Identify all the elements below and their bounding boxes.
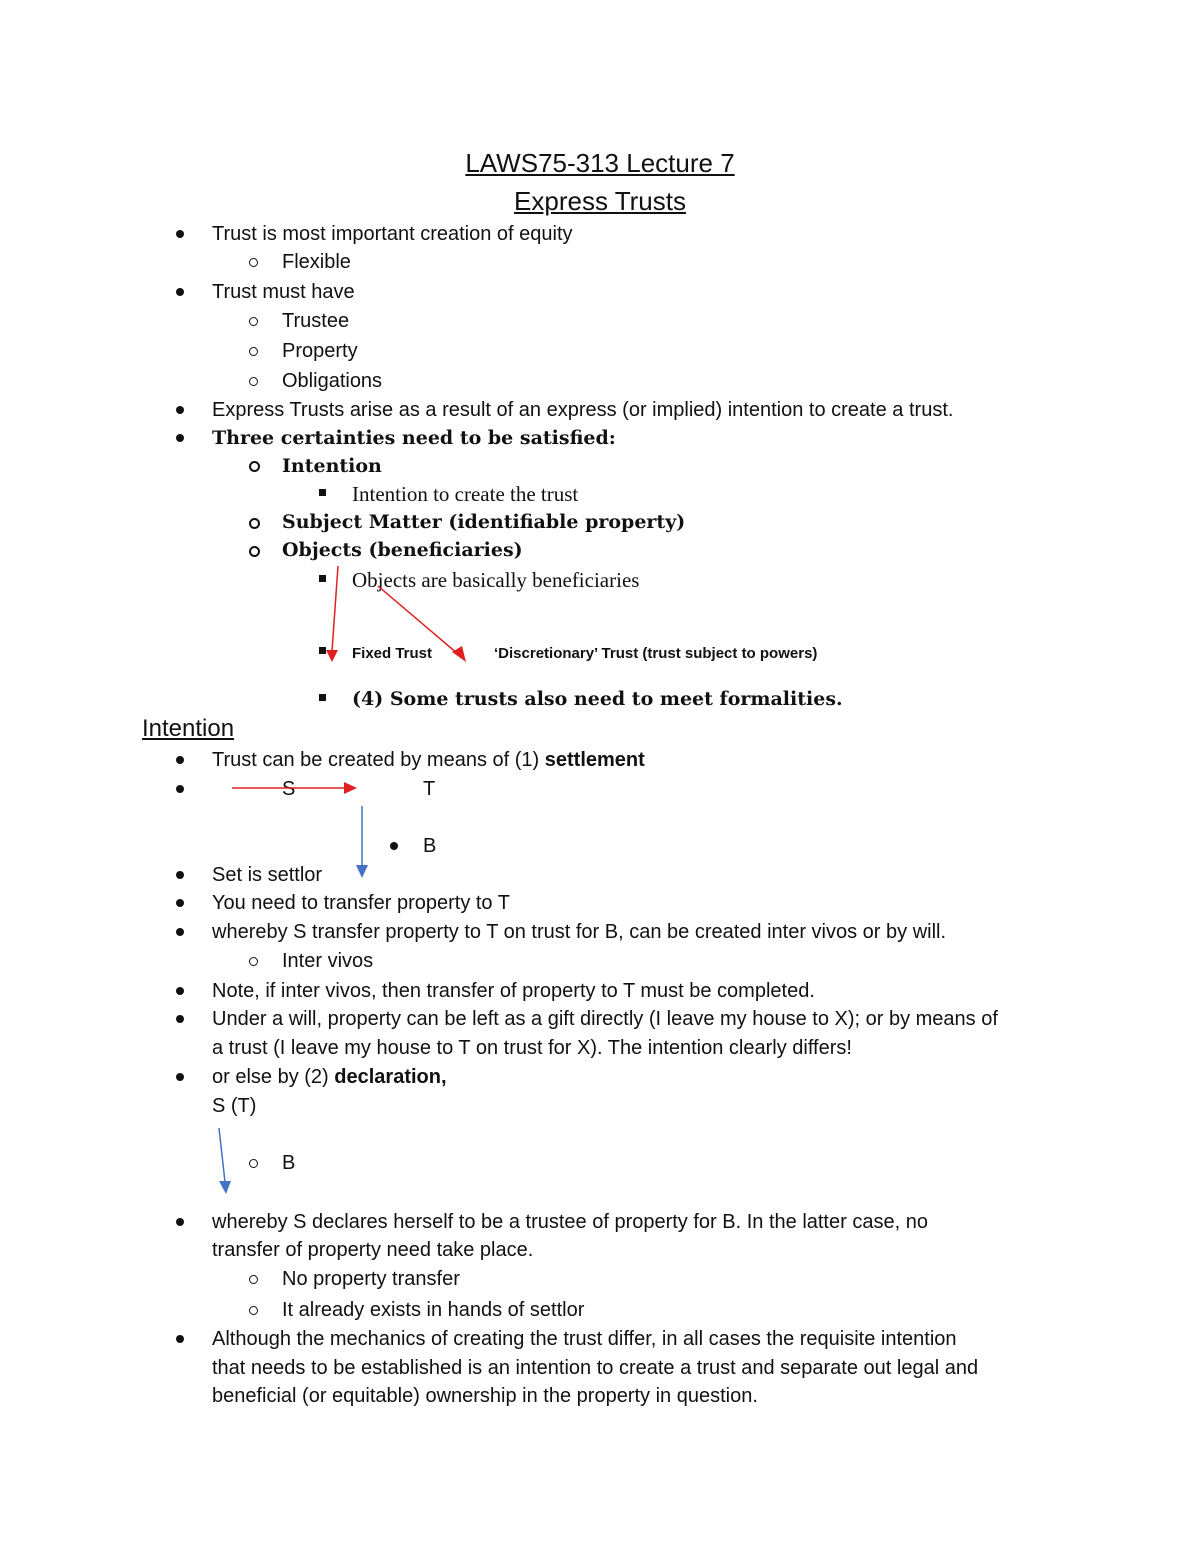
arrowhead [356,865,368,878]
list-item: Property [282,340,358,362]
list-item: Note, if inter vivos, then transfer of property to T must be completed. [212,980,815,1002]
list-item-continuation: that needs to be established is an intention to create a trust and separate out legal and [212,1357,979,1379]
list-item: (4) Some trusts also need to meet formalities. [352,688,843,710]
list-item: No property transfer [282,1268,460,1290]
list-item: whereby S transfer property to T on trust for B, can be created inter vivos or by will. [212,921,947,943]
list-item: Objects (beneficiaries) [282,539,523,561]
arrow-declaration-to-beneficiary [219,1128,225,1182]
list-item: Set is settlor [212,864,323,886]
beneficiary-label: B [423,835,437,857]
arrowhead [219,1181,231,1194]
list-item: Three certainties need to be satisfied: [212,427,616,449]
arrowhead [344,782,357,794]
list-item: Inter vivos [282,950,374,972]
list-item: Trust must have [212,281,355,303]
list-item: Although the mechanics of creating the trust differ, in all cases the requisite intention [212,1328,957,1350]
list-item: Intention [282,455,382,477]
list-item-continuation: beneficial (or equitable) ownership in the property in question. [212,1385,758,1407]
arrow-to-fixed-trust [332,566,338,651]
list-item: whereby S declares herself to be a trustee of property for B. In the latter case, no [212,1211,928,1233]
beneficiary-label: B [282,1152,296,1174]
arrowhead [326,650,338,662]
list-item: Trust is most important creation of equity [212,223,573,245]
arrowhead [452,646,466,662]
declaration-label: S (T) [212,1095,257,1117]
list-item: Under a will, property can be left as a gift directly (I leave my house to X); or by means of [212,1008,998,1030]
list-item: Subject Matter (identifiable property) [282,511,686,533]
settlor-label: S [282,778,296,800]
list-item: It already exists in hands of settlor [282,1299,585,1321]
list-item-continuation: a trust (I leave my house to T on trust for X). The intention clearly differs! [212,1037,852,1059]
list-item: or else by (2) declaration, [212,1066,447,1088]
list-item: Trustee [282,310,350,332]
fixed-trust-label: Fixed Trust [352,645,433,662]
list-item: Intention to create the trust [352,482,579,506]
page-subtitle: Express Trusts [514,186,686,216]
list-item: Flexible [282,251,351,273]
arrow-to-discretionary-trust [378,586,458,654]
trustee-label: T [423,778,436,800]
list-item-continuation: transfer of property need take place. [212,1239,534,1261]
discretionary-trust-label: ‘Discretionary’ Trust (trust subject to powers) [494,645,818,662]
list-item: You need to transfer property to T [212,892,510,914]
list-item: Trust can be created by means of (1) settlement [212,749,645,771]
list-item: Obligations [282,370,383,392]
list-item: Express Trusts arise as a result of an express (or implied) intention to create a trust. [212,399,954,421]
list-item: Objects are basically beneficiaries [352,568,640,592]
section-heading: Intention [142,715,235,742]
page-title: LAWS75-313 Lecture 7 [465,148,735,178]
